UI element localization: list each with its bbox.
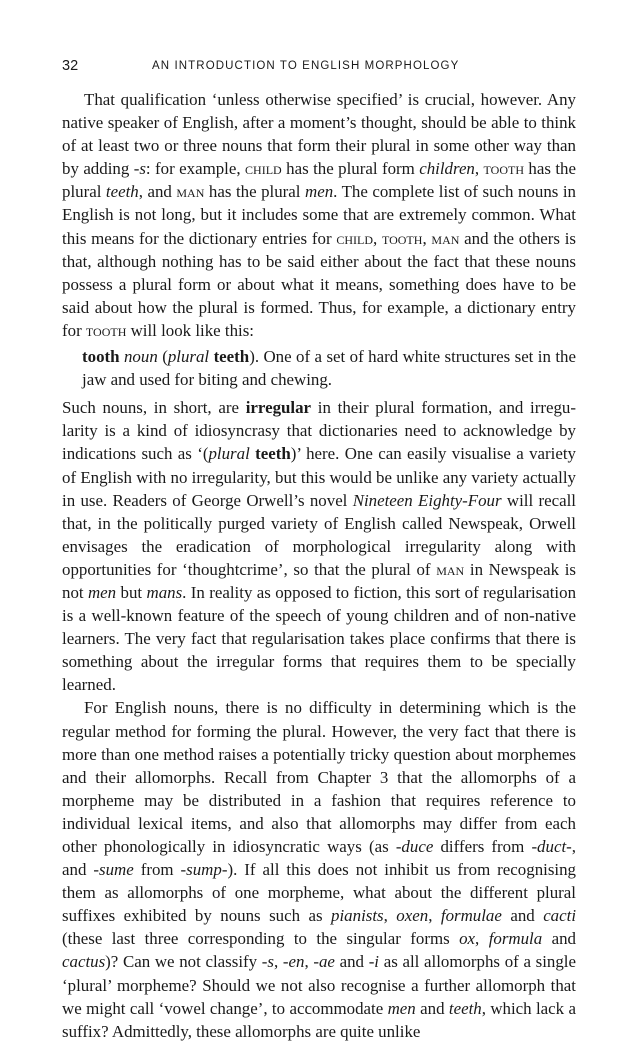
body-text — [62, 88, 576, 1043]
word-form: -duce — [395, 837, 434, 856]
text: (these last three corresponding to the singular forms — [62, 929, 460, 949]
text: , — [474, 159, 484, 179]
running-head: AN INTRODUCTION TO ENGLISH MORPHOLOGY — [152, 60, 460, 72]
word-form: ox — [459, 929, 476, 949]
word-form: oxen — [396, 906, 429, 926]
text: For English nouns, there is no difficulty in determining which is the regular method for forming the plural. However, the very fact that there is more than one method raises a potentially tricky question about morphemes and their allomorphs. Recall from Chapter 3 that the allomorphs of a morpheme may be distributed in a fashion that requires reference to individual lexical items, and also that allomorphs may differ from each other phonologically in idiosyncratic ways (as — [62, 698, 576, 856]
text: ). If all this does not inhibit us from recognising them as allomorphs of one morpheme, what about the different plural suffixes exhibited by nouns such as — [62, 860, 576, 926]
text: Such nouns, in short, are — [62, 398, 246, 418]
text: . The complete list of such nouns in English is not long, but it includes some that are extremely common. What this means for the dictionary entries for — [62, 182, 576, 248]
text: has the plural — [62, 159, 576, 202]
lexeme-child: child — [245, 159, 282, 179]
text: ( — [157, 347, 168, 367]
word-form: cactus — [62, 952, 106, 972]
text: , and — [62, 837, 577, 880]
plural-form: teeth — [255, 444, 291, 464]
text: in their plural formation, and irregularity is a kind of idiosyncrasy that dictionaries need to acknowledge by indications such as ‘( — [62, 398, 577, 464]
suffix-term: -i — [368, 952, 380, 972]
lexeme-child: child — [336, 228, 373, 248]
lexeme-man: man — [431, 228, 460, 248]
text: from — [133, 860, 181, 880]
word-form: formulae — [440, 906, 502, 926]
word-form: cacti — [543, 906, 577, 926]
suffix-term: -en — [282, 952, 305, 972]
word-form: men — [305, 182, 334, 202]
plural-label: plural — [208, 444, 250, 464]
book-title: Nineteen Eighty-Four — [352, 490, 502, 510]
headword: tooth — [82, 347, 120, 367]
word-form: mans — [146, 582, 183, 602]
lexeme-man: man — [176, 182, 205, 202]
text: . In reality as opposed to fiction, this sort of regularisation is a well-known feature of the speech of young children and of non-native learners. The very fact that regularisation takes place confirms that there is something about the irregular forms that requires them to be specially learned. — [62, 582, 577, 695]
word-form: -sume — [93, 860, 134, 880]
word-form: teeth — [105, 182, 139, 202]
plural-label: plural — [167, 347, 210, 367]
key-term: irregular — [245, 398, 312, 418]
text: , — [475, 929, 489, 949]
word-form: -sump- — [180, 860, 228, 880]
text: : for example, — [145, 159, 246, 179]
text: as all allomorphs of a single ‘plural’ morpheme? Should we not also recognise a further allomorph that we might call ‘vowel change’, to accommodate — [62, 952, 576, 1018]
text: and — [334, 952, 369, 972]
lexeme-tooth: tooth — [381, 228, 423, 248]
paragraph-3 — [62, 696, 576, 1042]
text: , — [383, 906, 397, 926]
page-header — [62, 58, 576, 82]
text: , which lack a suffix? Admittedly, these allomorphs are quite unlike — [62, 998, 576, 1041]
text: , — [304, 952, 314, 972]
word-form: children — [419, 159, 475, 179]
word-form: men — [87, 582, 117, 602]
text: differs from — [433, 837, 532, 856]
plural-form: teeth — [213, 347, 250, 367]
text: in Newspeak is not — [62, 559, 576, 602]
suffix-term: -s — [133, 159, 146, 179]
text: has the plural form — [281, 159, 420, 179]
word-form: formula — [488, 929, 543, 949]
text: )’ here. One can easily visualise a variety of English with no irregularity, but this would be unlike any variety actually in use. Readers of George Orwell’s novel — [62, 444, 576, 510]
word-form: -duct- — [531, 837, 572, 856]
text: and — [415, 998, 449, 1018]
suffix-term: -s — [261, 952, 274, 972]
text: , — [273, 952, 283, 972]
dictionary-entry — [82, 345, 576, 391]
text: )? Can we not classify — [105, 952, 262, 972]
text: and the others is that, although nothing has to be said either about the fact that these nouns possess a plural form or about what it means, something does have to be said about how the plural is formed. Thus, for example, a dictionary entry for — [62, 228, 577, 340]
word-form: pianists — [331, 906, 384, 926]
text: , and — [138, 182, 177, 202]
text: but — [116, 582, 147, 602]
text: , — [373, 228, 382, 248]
text: , — [428, 906, 441, 926]
definition: ). One of a set of hard white structures set in the jaw and used for biting and chewing. — [82, 347, 577, 390]
lexeme-tooth: tooth — [85, 320, 127, 340]
word-form: teeth — [448, 998, 482, 1018]
paragraph-2 — [62, 396, 576, 696]
text: That qualification ‘unless otherwise specified’ is crucial, however. Any native speaker of English, after a moment’s thought, should be able to think of at least two or three nouns that form their plural in some other way than by adding — [62, 90, 576, 179]
text: will look like this: — [126, 320, 254, 340]
text: and — [501, 906, 544, 926]
text: has the plural — [204, 182, 306, 202]
page-number: 32 — [62, 58, 79, 74]
text: will recall that, in the politically purged variety of English called Newspeak, Orwell envisages the eradication of morphological irregularity along with opportunities for ‘thoughtcrime’, so that the plural of — [62, 490, 576, 579]
paragraph-1 — [62, 88, 576, 342]
word-form: men — [387, 998, 416, 1018]
lexeme-man: man — [436, 559, 465, 579]
text: , — [422, 228, 432, 248]
text: and — [542, 929, 576, 949]
part-of-speech: noun — [123, 347, 158, 367]
suffix-term: -ae — [313, 952, 335, 972]
lexeme-tooth: tooth — [483, 159, 524, 179]
